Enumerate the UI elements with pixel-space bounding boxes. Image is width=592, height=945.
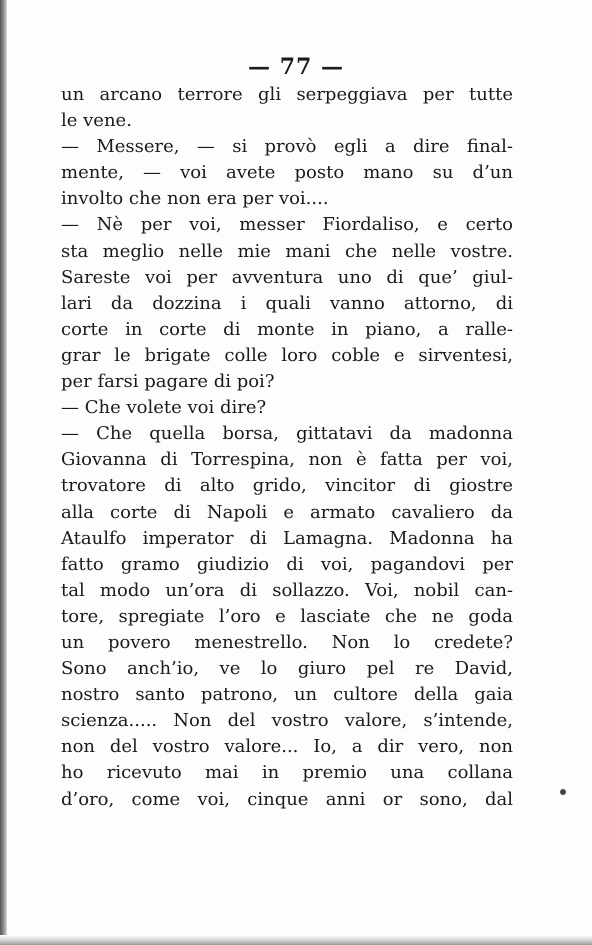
text-line: nostro santo patrono, un cultore della gaia	[61, 684, 513, 706]
text-line: lari da dozzina i quali vanno attorno, di	[61, 292, 513, 314]
text-line: Giovanna di Torrespina, non è fatta per voi,	[61, 449, 513, 471]
text-line: corte in corte di monte in piano, a ralle-	[61, 318, 513, 340]
text-line: tore, spregiate l’oro e lasciate che ne goda	[61, 605, 513, 627]
text-line: tal modo un’ora di sollazzo. Voi, nobil can-	[61, 579, 513, 601]
page-gutter-shadow	[0, 0, 7, 945]
text-line: involto che non era per voi....	[61, 188, 329, 210]
ink-speck	[560, 789, 566, 795]
text-line: per farsi pagare di poi?	[61, 371, 275, 393]
text-line: un povero menestrello. Non lo credete?	[61, 631, 513, 653]
text-line: Ataulfo imperator di Lamagna. Madonna ha	[61, 527, 513, 549]
text-line: fatto gramo giudizio di voi, pagandovi per	[61, 553, 513, 575]
text-line: — Che quella borsa, gittatavi da madonna	[61, 423, 513, 445]
text-line: Sono anch’io, ve lo giuro pel re David,	[61, 658, 513, 680]
text-line: — Messere, — si provò egli a dire final-	[61, 136, 513, 158]
text-line: non del vostro valore... Io, a dir vero, non	[61, 736, 513, 758]
text-line: mente, — voi avete posto mano su d’un	[61, 162, 513, 184]
text-line: grar le brigate colle loro coble e sirventesi,	[61, 344, 513, 366]
text-line: trovatore di alto grido, vincitor di giostre	[61, 475, 513, 497]
text-line: le vene.	[61, 110, 132, 132]
text-line: ho ricevuto mai in premio una collana	[61, 762, 513, 784]
page-bottom-edge	[0, 935, 592, 945]
text-line: — Che volete voi dire?	[61, 397, 267, 419]
text-line: scienza..... Non del vostro valore, s’intende,	[61, 710, 513, 732]
page-number: — 77 —	[248, 54, 344, 80]
text-line: d’oro, come voi, cinque anni or sono, dal	[61, 788, 513, 810]
text-line: — Nè per voi, messer Fiordaliso, e certo	[61, 214, 513, 236]
text-line: un arcano terrore gli serpeggiava per tutte	[61, 84, 513, 105]
body-text	[61, 82, 513, 813]
text-line: alla corte di Napoli e armato cavaliero da	[61, 501, 513, 523]
text-line: sta meglio nelle mie mani che nelle vostre.	[61, 240, 513, 262]
text-line: Sareste voi per avventura uno di que’ giul-	[61, 266, 513, 288]
